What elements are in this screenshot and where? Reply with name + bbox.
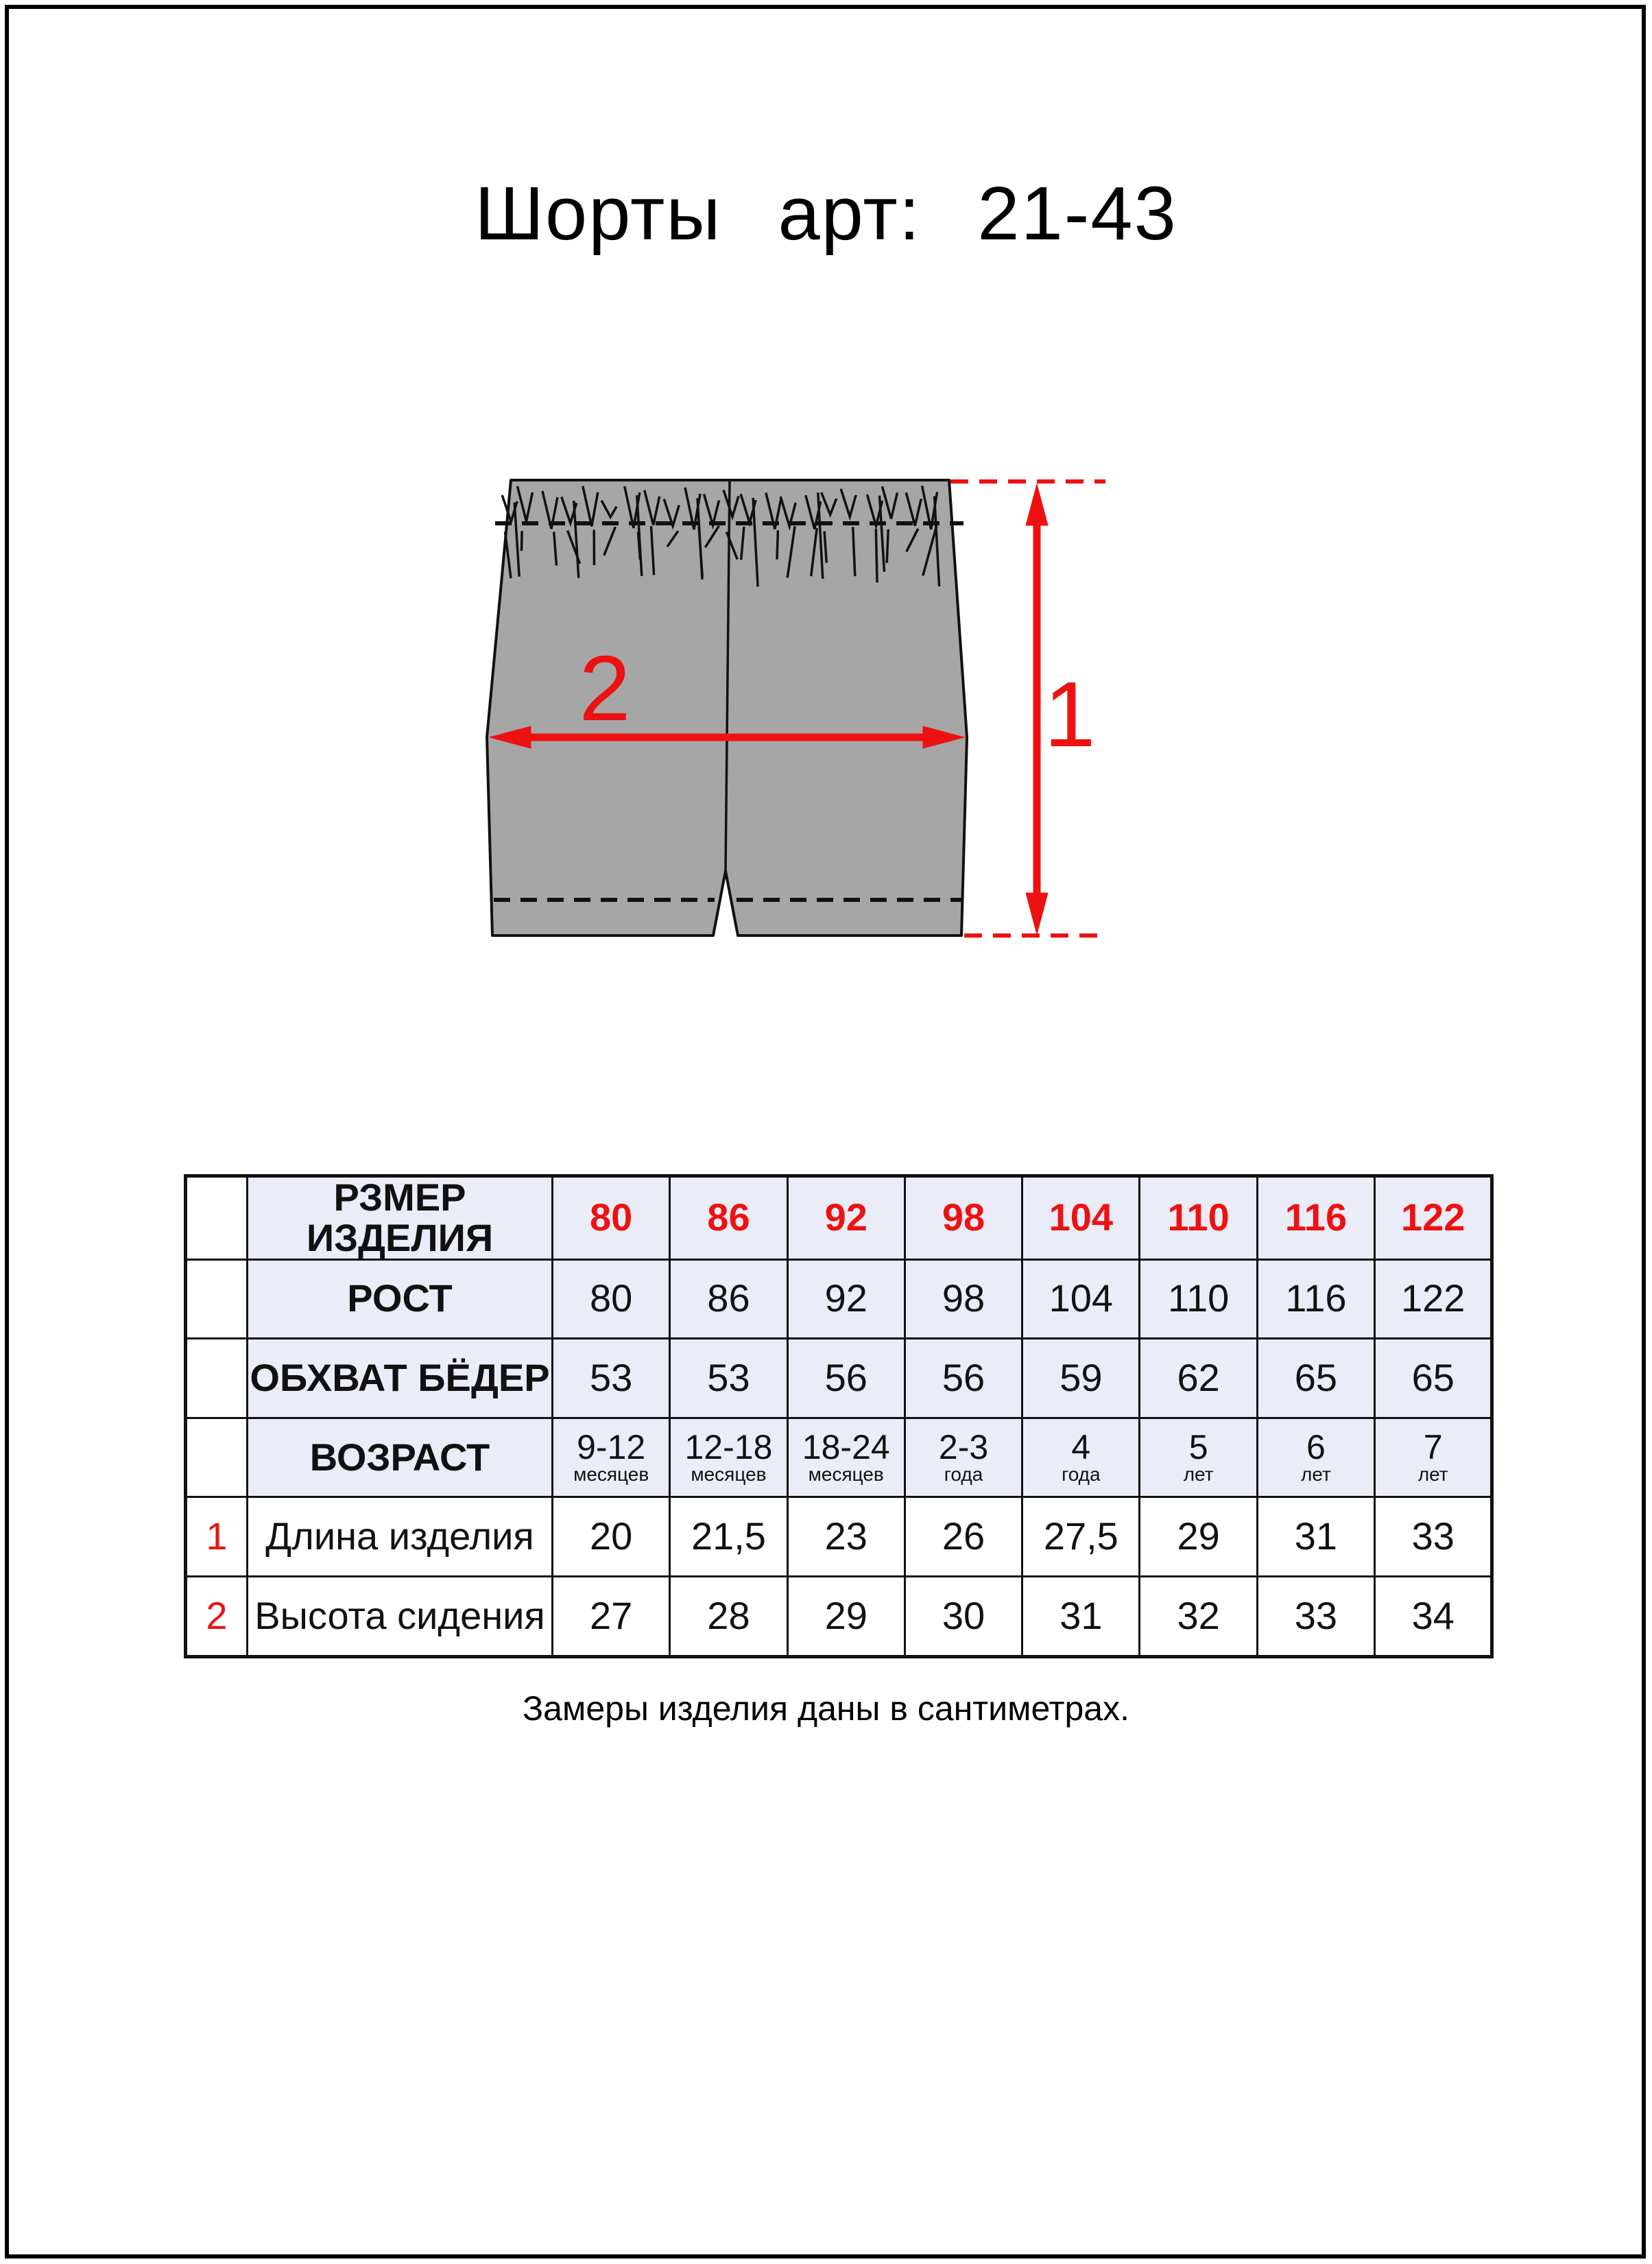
value-cell: 20	[553, 1497, 670, 1577]
table-row	[186, 1418, 1492, 1497]
value-cell	[787, 1418, 905, 1497]
value-cell	[1022, 1418, 1140, 1497]
table-row	[186, 1259, 1492, 1339]
value-cell: 122	[1375, 1176, 1492, 1260]
row-number-empty	[186, 1418, 248, 1497]
table-row	[186, 1576, 1492, 1656]
value-cell: 98	[905, 1259, 1022, 1339]
row-label: Высота сидения	[248, 1576, 553, 1656]
age-value: 12-18	[684, 1428, 773, 1467]
age-unit: месяцев	[808, 1463, 884, 1485]
value-cell: 59	[1022, 1339, 1140, 1418]
value-cell: 56	[905, 1339, 1022, 1418]
length-label: 1	[1044, 663, 1096, 766]
value-cell: 62	[1140, 1339, 1257, 1418]
value-cell: 116	[1257, 1176, 1374, 1260]
table-row	[186, 1176, 1492, 1260]
value-cell: 116	[1257, 1259, 1374, 1339]
value-cell: 34	[1375, 1576, 1492, 1656]
value-cell: 86	[670, 1259, 787, 1339]
size-table-body	[186, 1176, 1492, 1657]
value-cell	[553, 1418, 670, 1497]
row-number-empty	[186, 1176, 248, 1260]
age-value: 7	[1423, 1428, 1443, 1467]
page-border-frame	[5, 5, 1646, 2259]
row-label: Длина изделия	[248, 1497, 553, 1577]
value-cell: 122	[1375, 1259, 1492, 1339]
page-title: Шорты арт: 21-43	[475, 171, 1177, 256]
value-cell: 98	[905, 1176, 1022, 1260]
value-cell: 80	[553, 1176, 670, 1260]
row-label: РОСТ	[248, 1259, 553, 1339]
value-cell: 32	[1140, 1576, 1257, 1656]
age-unit: месяцев	[691, 1463, 767, 1485]
value-cell: 104	[1022, 1176, 1140, 1260]
value-cell: 65	[1375, 1339, 1492, 1418]
value-cell: 53	[670, 1339, 787, 1418]
value-cell: 23	[787, 1497, 905, 1577]
value-cell: 92	[787, 1259, 905, 1339]
value-cell: 110	[1140, 1259, 1257, 1339]
size-table	[184, 1174, 1494, 1658]
value-cell: 86	[670, 1176, 787, 1260]
row-label: ВОЗРАСТ	[248, 1418, 553, 1497]
age-unit: лет	[1301, 1463, 1331, 1485]
shorts-diagram	[453, 453, 1152, 960]
row-number-empty	[186, 1339, 248, 1418]
value-cell: 92	[787, 1176, 905, 1260]
footer-note: Замеры изделия даны в сантиметрах.	[522, 1689, 1130, 1728]
row-label: ОБХВАТ БЁДЕР	[248, 1339, 553, 1418]
age-value: 2-3	[938, 1428, 989, 1467]
value-cell: 30	[905, 1576, 1022, 1656]
row-number: 2	[186, 1576, 248, 1656]
value-cell: 27	[553, 1576, 670, 1656]
age-unit: месяцев	[573, 1463, 649, 1485]
age-value: 6	[1306, 1428, 1326, 1467]
age-unit: года	[1062, 1463, 1101, 1485]
width-label: 2	[579, 636, 631, 740]
row-number-empty	[186, 1259, 248, 1339]
table-row	[186, 1497, 1492, 1577]
value-cell: 33	[1375, 1497, 1492, 1577]
value-cell: 110	[1140, 1176, 1257, 1260]
age-value: 18-24	[802, 1428, 890, 1467]
value-cell: 31	[1022, 1576, 1140, 1656]
value-cell: 28	[670, 1576, 787, 1656]
value-cell: 29	[787, 1576, 905, 1656]
value-cell: 104	[1022, 1259, 1140, 1339]
value-cell	[670, 1418, 787, 1497]
value-cell: 80	[553, 1259, 670, 1339]
value-cell: 26	[905, 1497, 1022, 1577]
value-cell: 56	[787, 1339, 905, 1418]
value-cell: 21,5	[670, 1497, 787, 1577]
value-cell: 53	[553, 1339, 670, 1418]
value-cell	[905, 1418, 1022, 1497]
value-cell: 29	[1140, 1497, 1257, 1577]
value-cell	[1375, 1418, 1492, 1497]
row-number: 1	[186, 1497, 248, 1577]
age-value: 4	[1071, 1428, 1091, 1467]
age-unit: лет	[1417, 1463, 1448, 1485]
age-value: 9-12	[577, 1428, 646, 1467]
age-unit: лет	[1183, 1463, 1214, 1485]
age-unit: года	[944, 1463, 983, 1485]
row-label: РЗМЕР ИЗДЕЛИЯ	[248, 1176, 553, 1260]
age-value: 5	[1188, 1428, 1208, 1467]
table-row	[186, 1339, 1492, 1418]
value-cell	[1140, 1418, 1257, 1497]
value-cell: 27,5	[1022, 1497, 1140, 1577]
value-cell: 33	[1257, 1576, 1374, 1656]
value-cell	[1257, 1418, 1374, 1497]
value-cell: 31	[1257, 1497, 1374, 1577]
value-cell: 65	[1257, 1339, 1374, 1418]
